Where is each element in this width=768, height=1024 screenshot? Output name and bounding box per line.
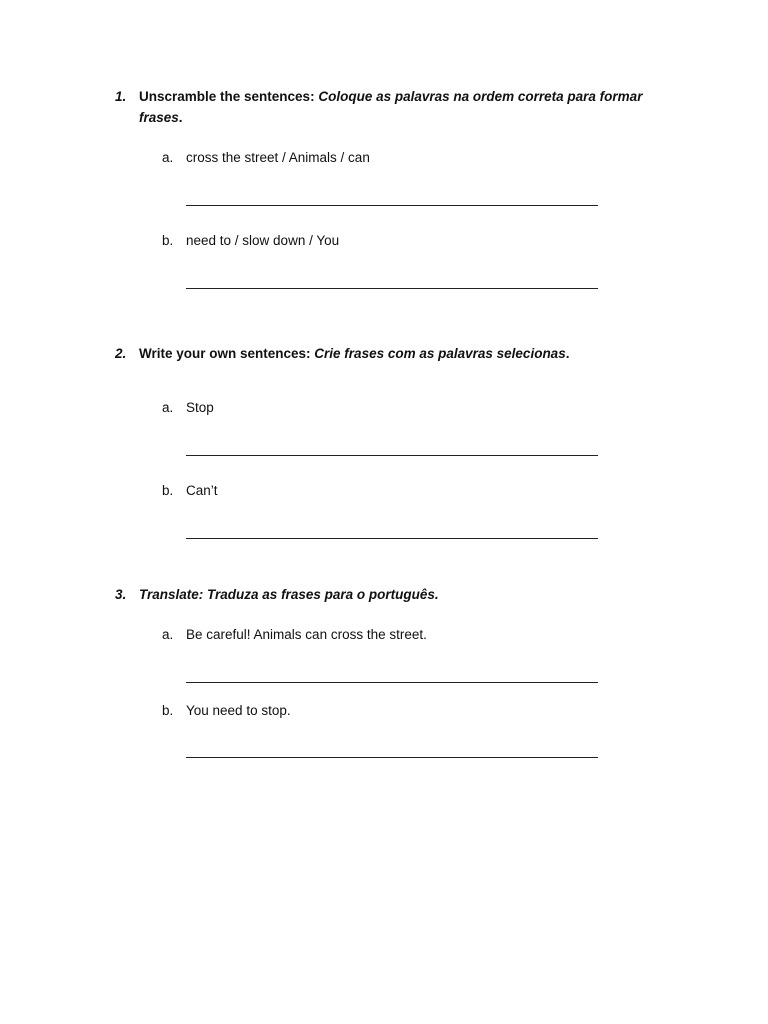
question-2: [115, 343, 655, 364]
answer-line[interactable]: [186, 682, 598, 683]
answer-line[interactable]: [186, 288, 598, 289]
item-text: You need to stop.: [186, 703, 291, 718]
answer-line[interactable]: [186, 205, 598, 206]
answer-line[interactable]: [186, 757, 598, 758]
item-letter: a.: [162, 400, 174, 415]
question-3: [115, 584, 655, 605]
question-trail: .: [434, 587, 439, 602]
item-text: Stop: [186, 400, 214, 415]
item-letter: a.: [162, 150, 174, 165]
question-number: 1.: [115, 89, 127, 104]
question-lead: Translate:: [139, 587, 208, 602]
question-3-item-b: [162, 702, 291, 720]
question-2-item-a: [162, 399, 214, 417]
question-prompt: [139, 343, 655, 364]
question-instruction: Coloque as palavras na ordem correta para formar frases: [139, 89, 643, 125]
item-text: Be careful! Animals can cross the street.: [186, 627, 427, 642]
item-text: Can’t: [186, 483, 218, 498]
question-lead: Write your own sentences:: [139, 346, 315, 361]
answer-line[interactable]: [186, 538, 598, 539]
question-number: 2.: [115, 346, 127, 361]
question-lead: Unscramble the sentences:: [139, 89, 319, 104]
item-letter: b.: [162, 703, 174, 718]
question-trail: .: [178, 110, 183, 125]
question-instruction: Traduza as frases para o português: [207, 587, 435, 602]
item-letter: b.: [162, 483, 174, 498]
question-3-item-a: [162, 626, 427, 644]
item-letter: b.: [162, 233, 174, 248]
item-text: cross the street / Animals / can: [186, 150, 370, 165]
question-number: 3.: [115, 587, 127, 602]
question-trail: .: [565, 346, 570, 361]
question-1-item-b: [162, 232, 339, 250]
question-instruction: Crie frases com as palavras selecionas: [314, 346, 566, 361]
item-text: need to / slow down / You: [186, 233, 340, 248]
item-letter: a.: [162, 627, 174, 642]
question-2-item-b: [162, 482, 218, 500]
question-1: [115, 86, 655, 128]
question-prompt: [139, 86, 655, 128]
question-1-item-a: [162, 149, 370, 167]
question-prompt: [139, 584, 655, 605]
answer-line[interactable]: [186, 455, 598, 456]
